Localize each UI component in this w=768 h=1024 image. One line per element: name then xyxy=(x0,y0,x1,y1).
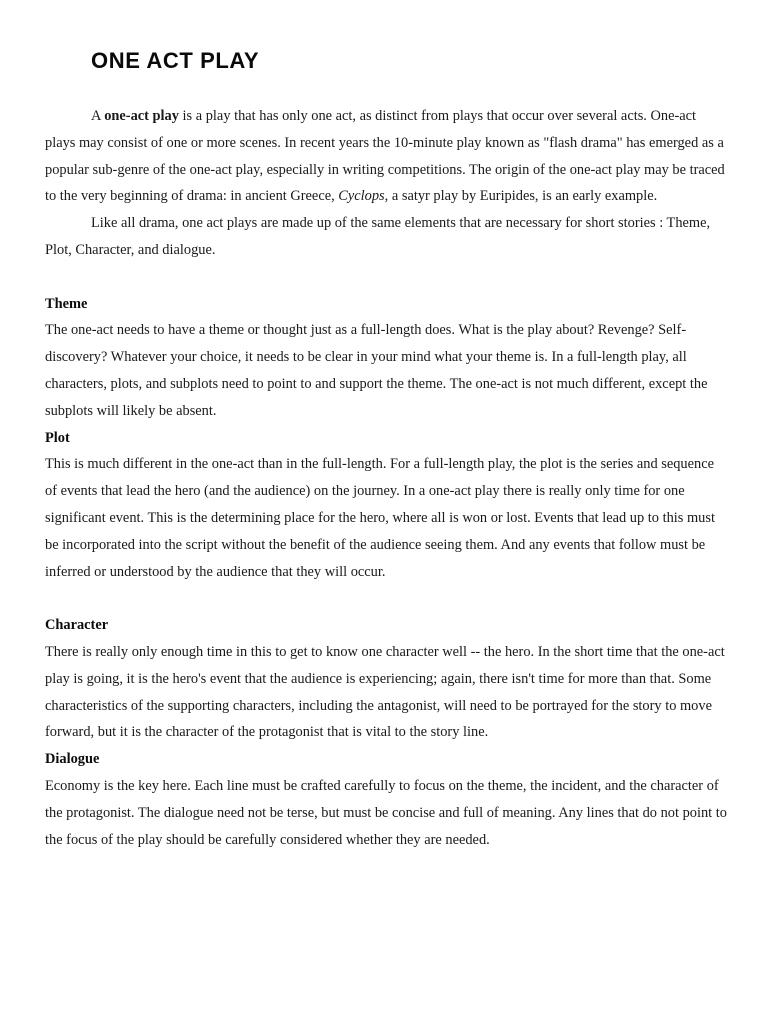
intro-text-1: is a play that has only one act, as distinct from plays that occur over several acts. One-act plays may consist of one or more scenes. In recent years the 10-minute play known as "flash drama" has emerged as a popular sub-genre of the one-act play, especially in writing competitions. The origin of the one-act play may be traced to the very beginning of drama: in ancient Greece, xyxy=(45,108,725,205)
spacer xyxy=(45,585,727,612)
document-body xyxy=(45,103,727,853)
section-heading-plot: Plot xyxy=(45,429,70,446)
intro-italic-term: Cyclops xyxy=(338,188,385,205)
section-text-theme: The one-act needs to have a theme or thought just as a full-length does. What is the play about? Revenge? Self-discovery? Whatever your choice, it needs to be clear in your mind what your theme is. In a full-length play, all characters, plots, and subplots need to point to and support the theme. The one-act is not much different, except the subplots will likely be absent. xyxy=(45,322,708,419)
intro-prefix: A xyxy=(91,108,105,124)
section-text-dialogue: Economy is the key here. Each line must be crafted carefully to focus on the theme, the incident, and the character of the protagonist. The dialogue need not be terse, but must be concise and full of meaning. Any lines that do not point to the focus of the play should be carefully considered whether they are needed. xyxy=(45,777,727,848)
elements-paragraph: Like all drama, one act plays are made up of the same elements that are necessary for short stories : Theme, Plot, Character, and dialogue. xyxy=(45,215,711,258)
intro-paragraph xyxy=(45,103,727,210)
section-heading-character: Character xyxy=(45,617,109,634)
section-text-character: There is really only enough time in this to get to know one character well -- the hero. In the short time that the one-act play is going, it is the hero's event that the audience is experiencing; again, there isn't time for more than that. Some characteristics of the supporting characters, including the antagonist, will need to be portrayed for the story to move forward, but it is the character of the protagonist that is vital to the story line. xyxy=(45,643,725,741)
spacer xyxy=(45,264,727,291)
section-text-plot: This is much different in the one-act than in the full-length. For a full-length play, the plot is the series and sequence of events that lead the hero (and the audience) on the journey. In a one-act play there is really only time for one significant event. This is the determining place for the hero, where all is won or lost. Events that lead up to this must be incorporated into the script without the benefit of the audience seeing them. And any events that follow must be inferred or understood by the audience that they will occur. xyxy=(45,456,715,580)
intro-text-2: , a satyr play by Euripides, is an early example. xyxy=(384,188,658,205)
section-heading-dialogue: Dialogue xyxy=(45,751,100,768)
document-title: ONE ACT PLAY xyxy=(91,48,260,73)
section-heading-theme: Theme xyxy=(45,295,88,312)
intro-bold-term: one-act play xyxy=(104,108,179,124)
